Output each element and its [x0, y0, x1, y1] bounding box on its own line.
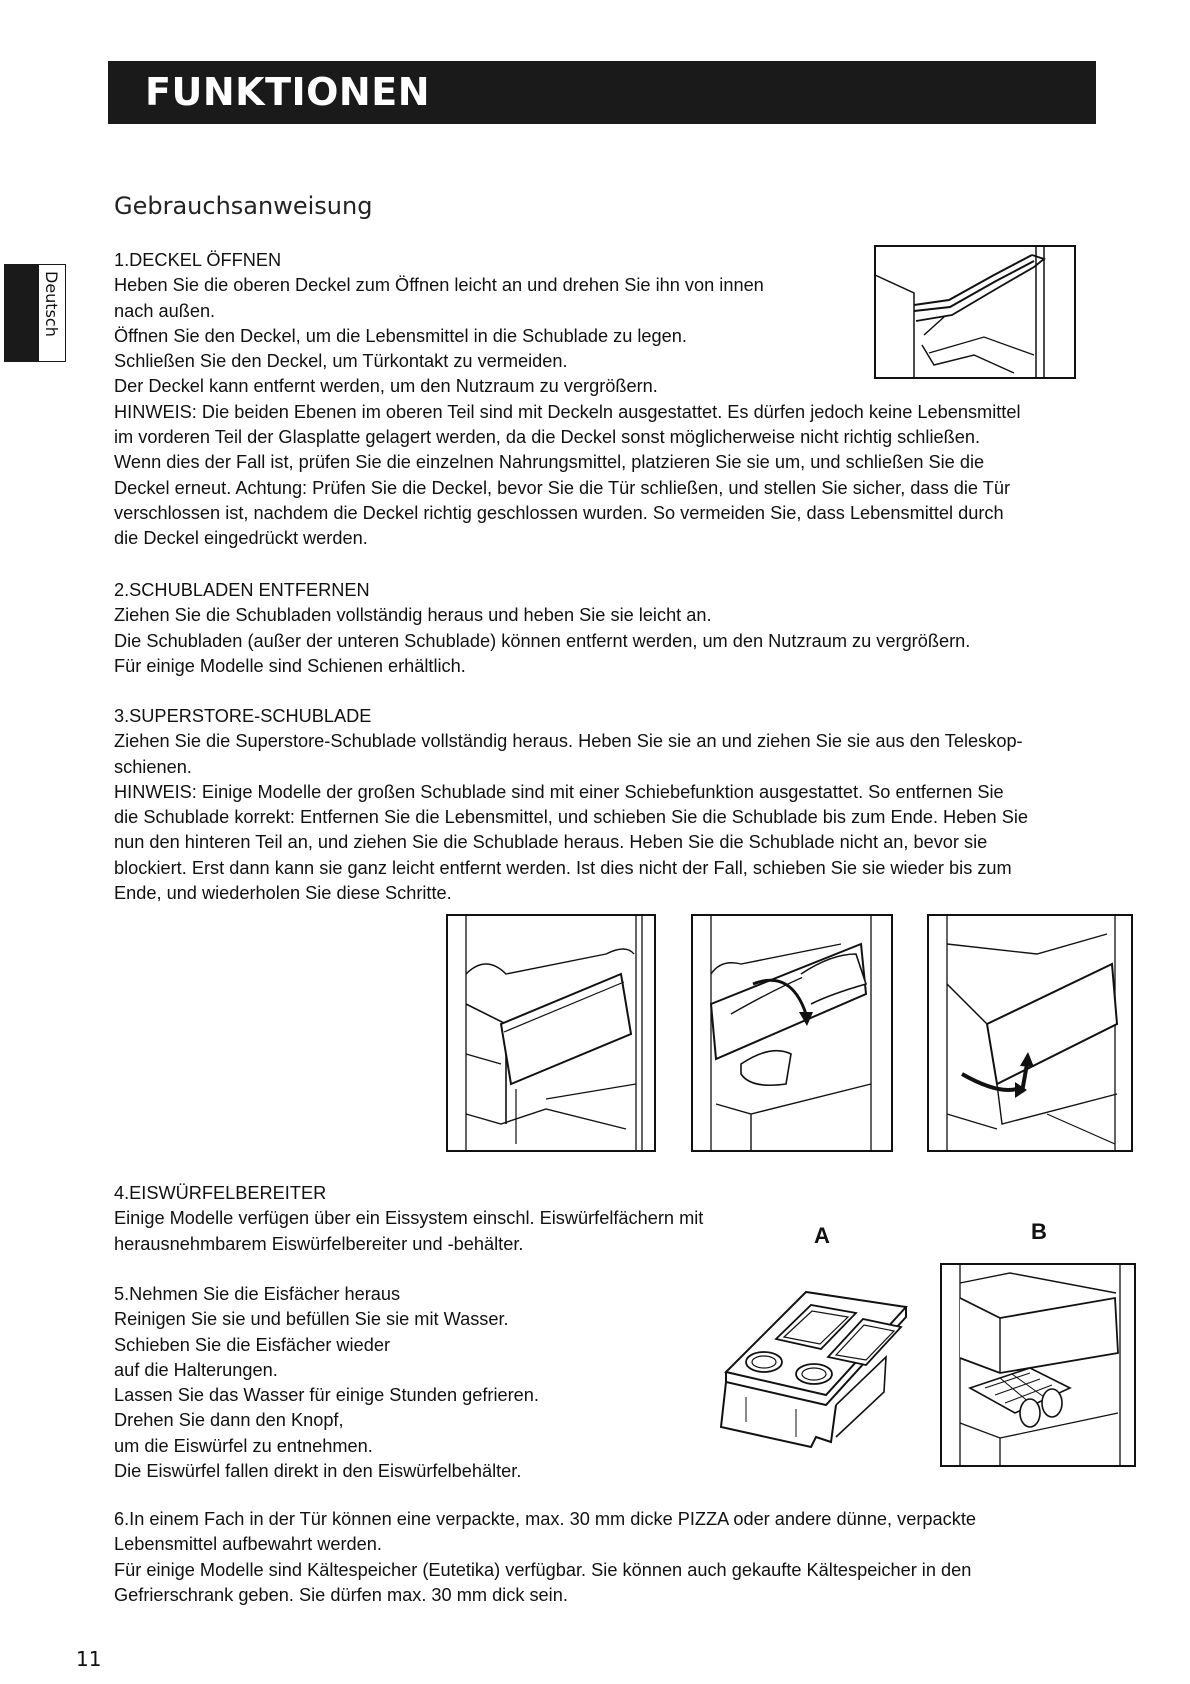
section-heading: 3.SUPERSTORE-SCHUBLADE — [114, 706, 372, 726]
text-line: Einige Modelle verfügen über ein Eissystem einschl. Eiswürfelfächern mit — [114, 1208, 704, 1229]
section-eiswuerfelbereiter — [114, 1181, 703, 1257]
text-line: Ende, und wiederholen Sie diese Schritte. — [114, 883, 452, 904]
text-line: Schieben Sie die Eisfächer wieder — [114, 1334, 391, 1355]
text-line: Für einige Modelle sind Schienen erhältlich. — [114, 655, 466, 676]
section-superstore-schublade — [114, 704, 1028, 906]
page-number: 11 — [76, 1647, 102, 1671]
text-line: HINWEIS: Einige Modelle der großen Schublade sind mit einer Schiebefunktion ausgestattet. So entfernen Sie — [114, 781, 1004, 802]
text-line: schienen. — [114, 756, 192, 777]
figure-label-b: B — [1031, 1219, 1047, 1244]
text-line: im vorderen Teil der Glasplatte gelagert werden, da die Deckel sonst möglicherweise nicht richtig schließen. — [114, 427, 981, 448]
section-pizza-kaeltespeicher — [114, 1507, 976, 1608]
text-line: verschlossen ist, nachdem die Deckel richtig geschlossen wurden. So vermeiden Sie, dass Lebensmittel durch — [114, 502, 1004, 523]
text-line: Der Deckel kann entfernt werden, um den Nutzraum zu vergrößern. — [114, 376, 658, 397]
text-line: Öffnen Sie den Deckel, um die Lebensmittel in die Schublade zu legen. — [114, 325, 687, 346]
text-line: blockiert. Erst dann kann sie ganz leicht entfernt werden. Ist dies nicht der Fall, schieben Sie sie wieder bis zum — [114, 857, 1012, 878]
text-line: Ziehen Sie die Superstore-Schublade vollständig heraus. Heben Sie sie an und ziehen Sie sie aus den Teleskop- — [114, 731, 1023, 752]
figure-label-a: A — [814, 1223, 830, 1248]
section-schubladen-entfernen — [114, 578, 970, 679]
text-line: die Deckel eingedrückt werden. — [114, 528, 368, 549]
text-line: Wenn dies der Fall ist, prüfen Sie die einzelnen Nahrungsmittel, platzieren Sie sie um, und schließen Sie die — [114, 452, 985, 473]
text-line: Lassen Sie das Wasser für einige Stunden gefrieren. — [114, 1385, 539, 1406]
lid-opening-illustration — [874, 245, 1076, 379]
page-title: FUNKTIONEN — [145, 70, 430, 114]
text-line: Schließen Sie den Deckel, um Türkontakt zu vermeiden. — [114, 351, 568, 372]
text-line: herausnehmbarem Eiswürfelbereiter und -behälter. — [114, 1233, 524, 1254]
text-line: nach außen. — [114, 300, 216, 321]
text-line: Drehen Sie dann den Knopf, — [114, 1410, 344, 1431]
section-subtitle: Gebrauchsanweisung — [114, 192, 373, 220]
text-line: Die Eiswürfel fallen direkt in den Eiswürfelbehälter. — [114, 1461, 522, 1482]
text-line: Lebensmittel aufbewahrt werden. — [114, 1534, 382, 1555]
text-line: Reinigen Sie sie und befüllen Sie sie mit Wasser. — [114, 1309, 509, 1330]
text-line: Die Schubladen (außer der unteren Schublade) können entfernt werden, um den Nutzraum zu vergrößern. — [114, 630, 971, 651]
section-heading: 5.Nehmen Sie die Eisfächer heraus — [114, 1284, 401, 1304]
drawer-removal-illustration-2 — [691, 914, 893, 1152]
section-heading: 2.SCHUBLADEN ENTFERNEN — [114, 580, 370, 600]
text-line: Heben Sie die oberen Deckel zum Öffnen leicht an und drehen Sie ihn von innen — [114, 275, 764, 296]
text-line: um die Eiswürfel zu entnehmen. — [114, 1435, 373, 1456]
text-line: Deckel erneut. Achtung: Prüfen Sie die Deckel, bevor Sie die Tür schließen, und stellen Sie sicher, dass die Tür — [114, 477, 1011, 498]
text-line: Gefrierschrank geben. Sie dürfen max. 30 mm dick sein. — [114, 1584, 568, 1605]
text-line: auf die Halterungen. — [114, 1359, 278, 1380]
text-line: Für einige Modelle sind Kältespeicher (Eutetika) verfügbar. Sie können auch gekaufte Kältespeicher in den — [114, 1559, 972, 1580]
ice-maker-illustration — [940, 1263, 1136, 1467]
text-line: nun den hinteren Teil an, und ziehen Sie die Schublade heraus. Heben Sie die Schublade nicht an, bevor sie — [114, 832, 988, 853]
language-tab — [4, 264, 66, 362]
language-tab-box — [38, 264, 66, 362]
drawer-removal-illustration-1 — [446, 914, 656, 1152]
ice-tray-illustration — [716, 1287, 910, 1457]
text-line: die Schublade korrekt: Entfernen Sie die Lebensmittel, und schieben Sie die Schublade bis zum Ende. Heben Sie — [114, 807, 1028, 828]
section-heading: 4.EISWÜRFELBEREITER — [114, 1183, 327, 1203]
header-bar — [108, 61, 1096, 124]
text-line: Ziehen Sie die Schubladen vollständig heraus und heben Sie sie leicht an. — [114, 605, 712, 626]
language-tab-label: Deutsch — [42, 271, 61, 337]
section-heading: 1.DECKEL ÖFFNEN — [114, 250, 282, 270]
section-eisfaecher — [114, 1282, 539, 1484]
drawer-removal-illustration-3 — [927, 914, 1133, 1152]
text-line: 6.In einem Fach in der Tür können eine verpackte, max. 30 mm dicke PIZZA oder andere dünne, verpackte — [114, 1509, 977, 1529]
text-line: HINWEIS: Die beiden Ebenen im oberen Teil sind mit Deckeln ausgestattet. Es dürfen jedoch keine Lebensmittel — [114, 401, 1021, 422]
